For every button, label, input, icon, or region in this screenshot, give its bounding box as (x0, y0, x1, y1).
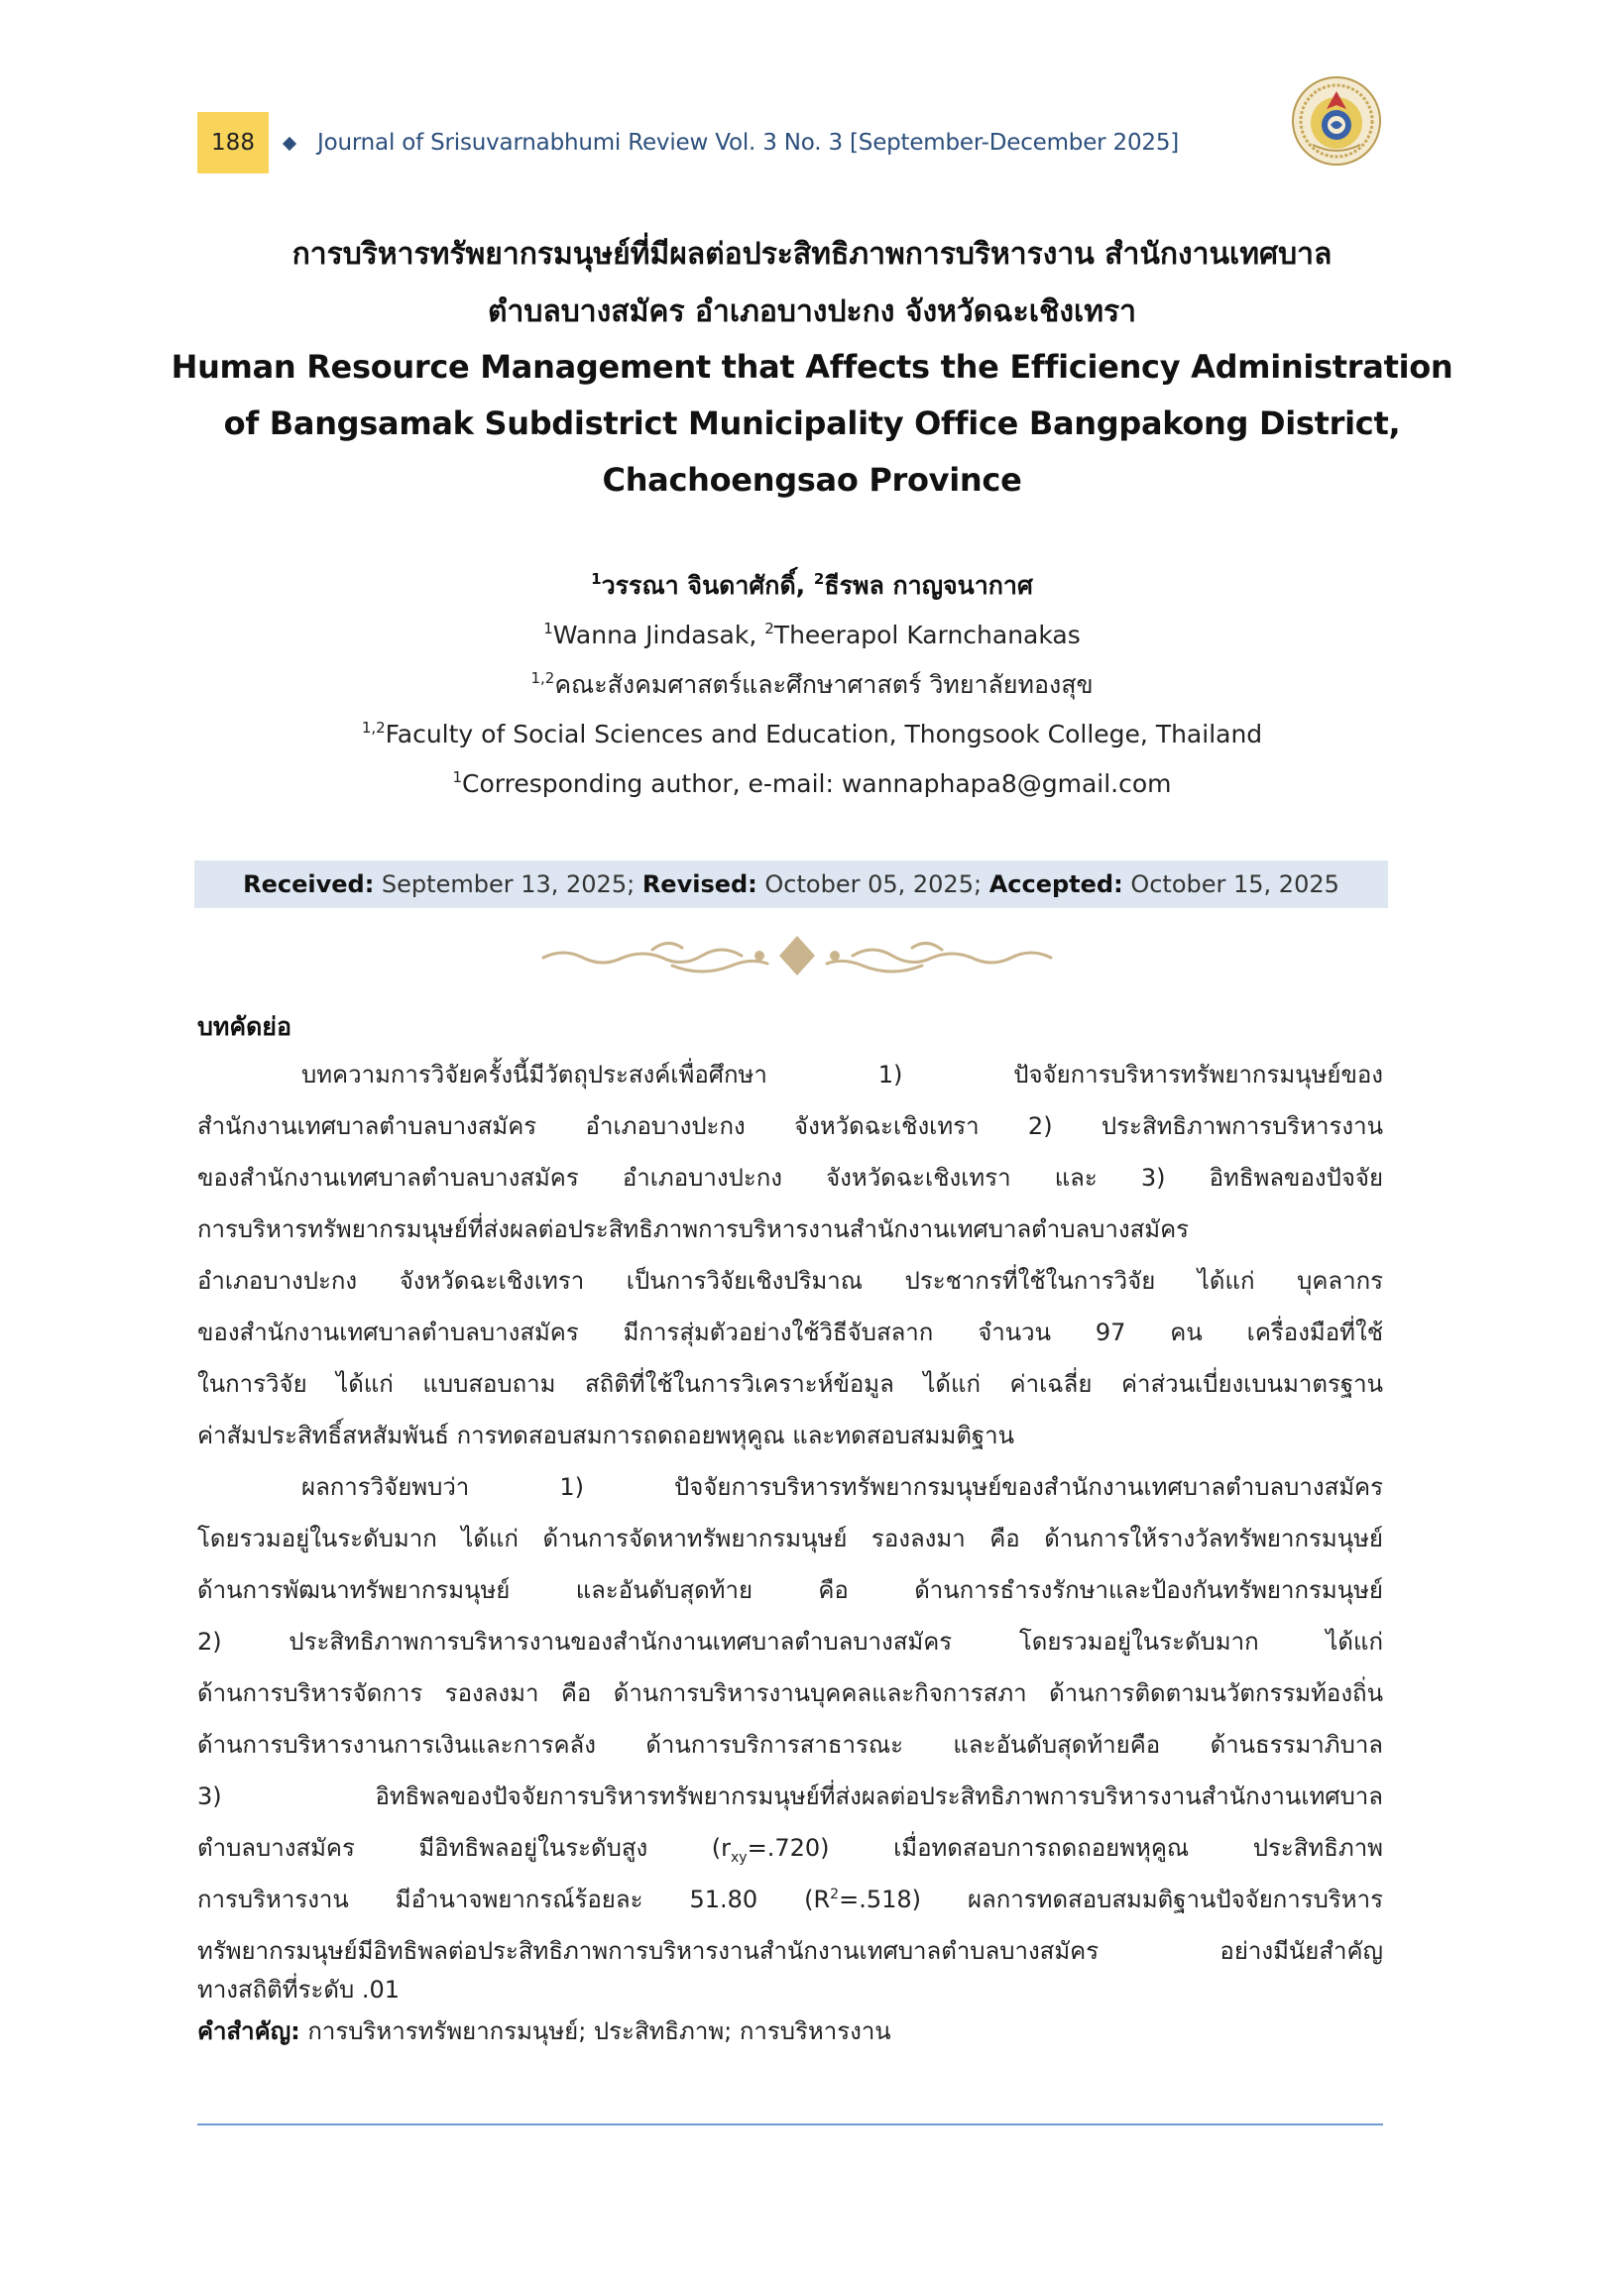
abstract-line: ในการวิจัย ได้แก่ แบบสอบถาม สถิติที่ใช้ในการวิเคราะห์ข้อมูล ได้แก่ ค่าเฉลี่ย ค่าส่วนเบี่ยงเบนมาตรฐาน (197, 1370, 1383, 1398)
university-seal-icon (1291, 75, 1382, 167)
abstract-line: ของสำนักงานเทศบาลตำบลบางสมัคร มีการสุ่มตัวอย่างใช้วิธีจับสลาก จำนวน 97 คน เครื่องมือที่ใช้ (197, 1319, 1383, 1346)
abstract-line: ของสำนักงานเทศบาลตำบลบางสมัคร อำเภอบางปะกง จังหวัดฉะเชิงเทรา และ 3) อิทธิพลของปัจจัย (197, 1164, 1383, 1192)
page-number: 188 (197, 112, 269, 173)
abstract-line: ผลการวิจัยพบว่า 1) ปัจจัยการบริหารทรัพยากรมนุษย์ของสำนักงานเทศบาลตำบลบางสมัคร (301, 1473, 1383, 1501)
abstract-line: อำเภอบางปะกง จังหวัดฉะเชิงเทรา เป็นการวิจัยเชิงปริมาณ ประชากรที่ใช้ในการวิจัย ได้แก่ บุคลากร (197, 1267, 1383, 1295)
title-thai-line-2: ตำบลบางสมัคร อำเภอบางปะกง จังหวัดฉะเชิงเทรา (488, 294, 1136, 329)
authors-english: $^1$Wanna Jindasak, $^2$Theerapol Karnchanakas (543, 620, 1081, 649)
abstract-line: ตำบลบางสมัคร มีอิทธิพลอยู่ในระดับสูง $(r_{xy}=.720)$ เมื่อทดสอบการถดถอยพหุคูณ ประสิทธิภาพ (197, 1834, 1383, 1866)
authors-thai: $^1$วรรณา จินดาศักดิ์, $^2$ธีรพล กาญจนากาศ (591, 570, 1033, 600)
abstract-line: 3) อิทธิพลของปัจจัยการบริหารทรัพยากรมนุษย์ที่ส่งผลต่อประสิทธิภาพการบริหารงานสำนักงานเทศบาล (197, 1782, 1383, 1810)
abstract-line: ด้านการบริหารงานการเงินและการคลัง ด้านการบริการสาธารณะ และอันดับสุดท้ายคือ ด้านธรรมาภิบาล (197, 1731, 1383, 1759)
title-english-line-2: of Bangsamak Subdistrict Municipality Office Bangpakong District, (223, 404, 1401, 442)
abstract-line: ด้านการพัฒนาทรัพยากรมนุษย์ และอันดับสุดท้าย คือ ด้านการธำรงรักษาและป้องกันทรัพยากรมนุษย์ (197, 1576, 1383, 1604)
title-thai-line-1: การบริหารทรัพยากรมนุษย์ที่มีผลต่อประสิทธิภาพการบริหารงาน สำนักงานเทศบาล (291, 237, 1333, 272)
affiliation-english: $^{1,2}$Faculty of Social Sciences and Education, Thongsook College, Thailand (361, 719, 1263, 748)
abstract-line: ด้านการบริหารจัดการ รองลงมา คือ ด้านการบริหารงานบุคคลและกิจการสภา ด้านการติดตามนวัตกรรมท้องถิ่น (197, 1679, 1383, 1707)
abstract-heading: บทคัดย่อ (197, 1012, 291, 1041)
abstract-line: 2) ประสิทธิภาพการบริหารงานของสำนักงานเทศบาลตำบลบางสมัคร โดยรวมอยู่ในระดับมาก ได้แก่ (197, 1628, 1383, 1656)
abstract-line: ค่าสัมประสิทธิ์สหสัมพันธ์ การทดสอบสมการถดถอยพหุคูณ และทดสอบสมมติฐาน (197, 1422, 1015, 1449)
title-english-line-3: Chachoengsao Province (602, 461, 1022, 499)
ornament-divider-icon (533, 928, 1061, 983)
footer-rule (197, 2123, 1383, 2125)
abstract-line: สำนักงานเทศบาลตำบลบางสมัคร อำเภอบางปะกง จังหวัดฉะเชิงเทรา 2) ประสิทธิภาพการบริหารงาน (197, 1112, 1383, 1140)
running-header (197, 112, 1407, 173)
submission-dates-bar: Received: September 13, 2025; Revised: October 05, 2025; Accepted: October 15, 2025 (194, 861, 1388, 908)
diamond-bullet-icon (283, 137, 296, 151)
abstract-line: บทความการวิจัยครั้งนี้มีวัตถุประสงค์เพื่อศึกษา 1) ปัจจัยการบริหารทรัพยากรมนุษย์ของ (301, 1061, 1383, 1089)
corresponding-author: $^1$Corresponding author, e-mail: wannaphapa8@gmail.com (452, 768, 1172, 798)
journal-title: Journal of Srisuvarnabhumi Review Vol. 3 No. 3 [September-December 2025] (317, 130, 1180, 156)
abstract-line: ทรัพยากรมนุษย์มีอิทธิพลต่อประสิทธิภาพการบริหารงานสำนักงานเทศบาลตำบลบางสมัคร อย่างมีนัยสำคัญ (197, 1937, 1383, 1965)
abstract-line: โดยรวมอยู่ในระดับมาก ได้แก่ ด้านการจัดหาทรัพยากรมนุษย์ รองลงมา คือ ด้านการให้รางวัลทรัพยากรมนุษย์ (197, 1525, 1383, 1552)
abstract-line: การบริหารทรัพยากรมนุษย์ที่ส่งผลต่อประสิทธิภาพการบริหารงานสำนักงานเทศบาลตำบลบางสมัคร (197, 1215, 1190, 1243)
abstract-line: ทางสถิติที่ระดับ .01 (197, 1976, 400, 2004)
title-english-line-1: Human Resource Management that Affects the Efficiency Administration (171, 348, 1453, 386)
keywords-line: คำสำคัญ: การบริหารทรัพยากรมนุษย์; ประสิทธิภาพ; การบริหารงาน (197, 2017, 891, 2045)
abstract-line: การบริหารงาน มีอำนาจพยากรณ์ร้อยละ 51.80 $(R^2=.518)$ ผลการทดสอบสมมติฐานปัจจัยการบริหาร (197, 1886, 1383, 1913)
affiliation-thai: $^{1,2}$คณะสังคมศาสตร์และศึกษาศาสตร์ วิทยาลัยทองสุข (530, 669, 1094, 699)
